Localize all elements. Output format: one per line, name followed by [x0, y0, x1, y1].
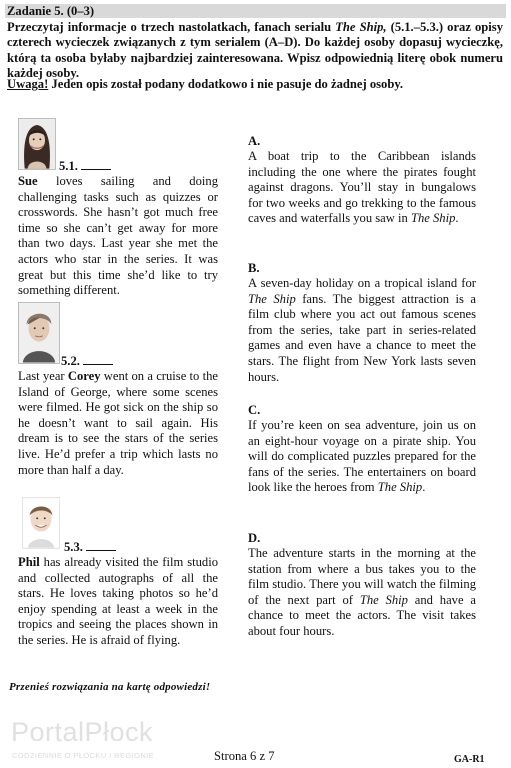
- option-b-text: A seven-day holiday on a tropical island for The Ship fans. The biggest attraction is a film club where you act out famous scenes from the series, take part in series-related games and even have a chance to meet the stars. The flight from New York lasts seven hours.: [248, 276, 477, 384]
- answer-blank-5-2[interactable]: [83, 354, 113, 365]
- answer-blank-5-1[interactable]: [81, 159, 111, 170]
- option-c-letter: C.: [248, 403, 261, 417]
- option-a-text: A boat trip to the Caribbean islands including the one where the pirates fought against dragons. You’ll stay in bungalows for two weeks and go trekking to the famous caves and waterfalls you saw in The Ship.: [248, 149, 476, 226]
- page-number: Strona 6 z 7: [214, 749, 275, 763]
- option-a-letter: A.: [248, 134, 261, 148]
- corey-portrait-image: [19, 303, 59, 363]
- person-name-sue: Sue: [18, 174, 38, 188]
- person-phil-description: [18, 555, 218, 649]
- person-sue-text: loves sailing and doing challenging tasks such as quizzes or crosswords. She hasn’t got much free time so she can’t get away for more than two days. Last year she met the actors who star in the series. It was great but this time she’d like to try something different.: [18, 174, 218, 298]
- task-title: Zadanie 5. (0–3): [5, 4, 506, 18]
- option-c-series-title: The Ship: [377, 480, 423, 495]
- option-d-series-title: The Ship: [359, 592, 408, 607]
- phil-photo: [22, 497, 60, 549]
- person-phil-text: has already visited the film studio and collected autographs of all the stars. He loves taking photos so he’d enjoy spending at least a week in the tropics and seeing the places shown in the series. He is afraid of flying.: [18, 555, 218, 647]
- portal-plock-watermark-logo: [11, 717, 171, 759]
- person-sue-description: [18, 174, 218, 299]
- option-b-series-title: The Ship: [248, 291, 296, 306]
- corey-photo: [18, 302, 60, 364]
- sue-portrait-image: [19, 119, 55, 169]
- question-5-3-number: 5.3.: [64, 540, 116, 556]
- instruction-series-title: The Ship,: [335, 20, 387, 34]
- instruction-part-2: (5.1.–5.3.) oraz opisy czterech wycieczek związanych z tym serialem (A–D). Do każdej osoby dopasuj wycieczkę, którą ta osoba byłaby najbardziej zainteresowana. Wpisz odpowiednią literę obok numeru każdej osoby.: [7, 20, 504, 81]
- logo-name: PortalPłock: [11, 717, 154, 747]
- exam-code: GA-R1: [454, 754, 485, 765]
- question-5-2-number: 5.2.: [61, 354, 113, 370]
- sue-photo: [18, 118, 56, 170]
- person-name-corey: Corey: [67, 369, 101, 383]
- transfer-answers-note: Przenieś rozwiązania na kartę odpowiedzi!: [9, 681, 211, 693]
- option-c-text: If you’re keen on sea adventure, join us on an eight-hour voyage on a pirate ship. You will do complicated puzzles prepared for the fans of the series. The entertainers on board look like the heroes from The Ship.: [248, 418, 476, 495]
- warning-label: Uwaga!: [7, 77, 49, 91]
- person-corey-description: [18, 369, 218, 478]
- person-name-phil: Phil: [18, 555, 40, 569]
- logo-tagline: CODZIENNIE O PŁOCKU I REGIONIE: [12, 751, 155, 760]
- option-d-text: The adventure starts in the morning at the station from where a bus takes you to the film studio. There you will watch the filming of the next part of The Ship and have a chance to meet the actors. The visit takes about four hours.: [248, 546, 476, 638]
- option-d-letter: D.: [248, 531, 261, 545]
- question-5-1-number: 5.1.: [59, 159, 111, 175]
- task-instructions: [7, 20, 503, 82]
- answer-blank-5-3[interactable]: [86, 540, 116, 551]
- warning-note: [7, 77, 503, 92]
- person-corey-text-2: went on a cruise to the Island of George, where some scenes were filmed. He got sick on the ship so he doesn’t want to sail again. His dream is to see the stars of the series live. He’d prefer a trip which lasts no more than half a day.: [18, 369, 218, 477]
- option-a-series-title: The Ship: [410, 211, 456, 226]
- phil-portrait-image: [23, 498, 59, 548]
- option-b-letter: B.: [248, 261, 260, 275]
- warning-text: Jeden opis został podany dodatkowo i nie pasuje do żadnej osoby.: [48, 77, 404, 91]
- instruction-part-1: Przeczytaj informacje o trzech nastolatkach, fanach serialu: [7, 20, 336, 34]
- person-corey-text-1: Last year: [18, 369, 68, 383]
